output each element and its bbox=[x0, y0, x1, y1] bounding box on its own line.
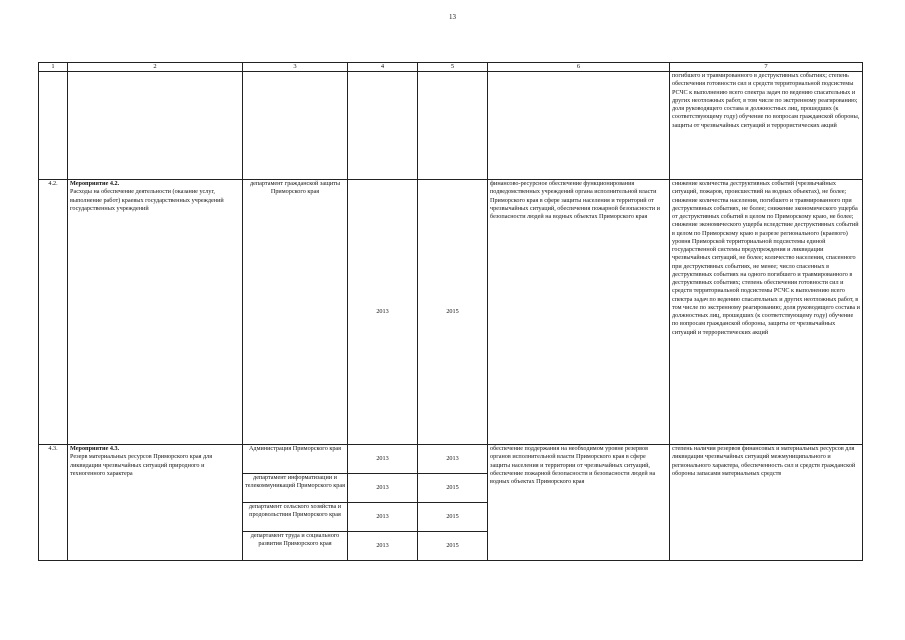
executor: Администрация Приморского края bbox=[243, 445, 348, 474]
end-year: 2013 bbox=[418, 445, 488, 474]
col-header-5: 5 bbox=[418, 63, 488, 72]
measure-title: Мероприятие 4.2. bbox=[70, 180, 120, 187]
executor: департамент сельского хозяйства и продовольствия Приморского края bbox=[243, 503, 348, 532]
col-header-1: 1 bbox=[39, 63, 68, 72]
col-header-4: 4 bbox=[348, 63, 418, 72]
executor: департамент труда и социального развития Приморского края bbox=[243, 532, 348, 561]
continued-row bbox=[39, 72, 863, 180]
end-year: 2015 bbox=[418, 180, 488, 445]
start-year: 2013 bbox=[348, 180, 418, 445]
col-header-2: 2 bbox=[68, 63, 243, 72]
column-number-row bbox=[39, 63, 863, 72]
continued-indicators: погибшего и травмированного в деструктивных событиях; степень обеспечения готовности сил и средств территориальной подсистемы РСЧС к выполнению всего спектра задач по ведению спасательных и других неотложных работ, в том числе по экстренному реагированию; доля руководящего состава и должностных лиц, прошедших (к соответствующему году) обучение по вопросам гражданской обороны, защиты от чрезвычайных ситуаций и террористических акций bbox=[670, 72, 863, 180]
col-header-6: 6 bbox=[488, 63, 670, 72]
start-year: 2013 bbox=[348, 503, 418, 532]
end-year: 2015 bbox=[418, 503, 488, 532]
col-header-7: 7 bbox=[670, 63, 863, 72]
executor: департамент информатизации и телекоммуникаций Приморского края bbox=[243, 474, 348, 503]
row-number: 4.3. bbox=[39, 445, 68, 561]
row-number: 4.2. bbox=[39, 180, 68, 445]
table-row-4-3 bbox=[39, 445, 863, 474]
measure-cell bbox=[68, 445, 243, 561]
start-year: 2013 bbox=[348, 532, 418, 561]
program-table bbox=[38, 62, 863, 561]
expected-result: финансово-ресурсное обеспечение функционирования подведомственных учреждений органа исполнительной власти Приморского края в сфере защиты населения и территорий от чрезвычайных ситуаций, обеспечения пожарной безопасности и безопасности людей на водных объектах Приморского края bbox=[488, 180, 670, 445]
measure-description: Резерв материальных ресурсов Приморского края для ликвидации чрезвычайных ситуаций природного и техногенного характера bbox=[70, 453, 213, 477]
indicators: степень наличия резервов финансовых и материальных ресурсов для ликвидации чрезвычайных ситуаций межмуниципального и регионального характера, обеспеченность сил и средств гражданской обороны запасами материальных средств bbox=[670, 445, 863, 561]
expected-result: обеспечение поддержания на необходимом уровне резервов органов исполнительной власти Приморского края в сфере защиты населения и территории от чрезвычайных ситуаций, обеспечение пожарной безопасности и безопасности людей на водных объектах Приморского края bbox=[488, 445, 670, 561]
measure-title: Мероприятие 4.3. bbox=[70, 445, 120, 452]
table-row-4-2 bbox=[39, 180, 863, 445]
end-year: 2015 bbox=[418, 474, 488, 503]
start-year: 2013 bbox=[348, 445, 418, 474]
indicators: снижение количества деструктивных событий (чрезвычайных ситуаций, пожаров, происшествий на водных объектах), не более; снижение количества населения, погибшего и травмированного при деструктивных событиях, не более; снижение экономического ущерба от деструктивных событий в целом по Приморскому краю, не более; снижение экономического ущерба вследствие деструктивных событий в целом по Приморскому краю в разрезе регионального (краевого) уровня Приморской территориальной подсистемы единой государственной системы предупреждения и ликвидации чрезвычайных ситуаций, не более; количество населения, спасенного при деструктивных событиях, не менее; число спасенных в деструктивных событиях на одного погибшего и травмированного в деструктивных событиях; степень обеспечения готовности сил и средств территориальной подсистемы РСЧС к выполнению всего спектра задач по ведению спасательных и других неотложных работ, в том числе по экстренному реагированию; доля руководящего состава и должностных лиц, прошедших (к соответствующему году) обучение по вопросам гражданской обороны, защиты от чрезвычайных ситуаций и террористических акций bbox=[670, 180, 863, 445]
start-year: 2013 bbox=[348, 474, 418, 503]
measure-cell bbox=[68, 180, 243, 445]
page-number: 13 bbox=[449, 13, 456, 21]
col-header-3: 3 bbox=[243, 63, 348, 72]
measure-description: Расходы на обеспечение деятельности (оказание услуг, выполнение работ) краевых государственных учреждений государственных учреждений bbox=[70, 188, 224, 212]
executor: департамент гражданской защиты Приморского края bbox=[243, 180, 348, 445]
end-year: 2015 bbox=[418, 532, 488, 561]
